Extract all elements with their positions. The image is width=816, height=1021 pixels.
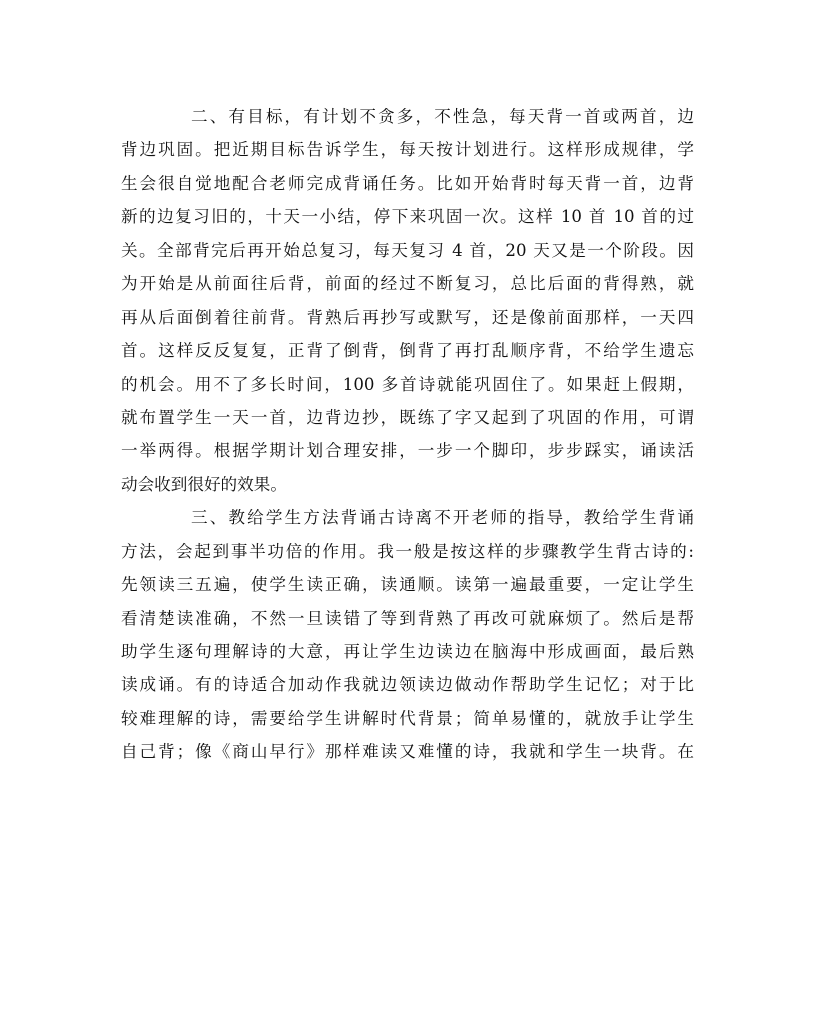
- text-line: 新的边复习旧的，十天一小结，停下来巩固一次。这样 10 首 10 首的过: [121, 207, 694, 227]
- text-line: 一举两得。根据学期计划合理安排，一步一个脚印，步步踩实，诵读活: [121, 441, 694, 461]
- text-line: 读成诵。有的诗适合加动作我就边领读边做动作帮助学生记忆；对于比: [121, 675, 694, 695]
- text-line: 看清楚读准确，不然一旦读错了等到背熟了再改可就麻烦了。然后是帮: [121, 608, 694, 628]
- text-line: 较难理解的诗，需要给学生讲解时代背景；简单易懂的，就放手让学生: [121, 708, 694, 728]
- text-line: 二、有目标，有计划不贪多，不性急，每天背一首或两首，边: [191, 107, 694, 126]
- paragraph-teaching-method: [121, 501, 694, 769]
- text-line: 为开始是从前面往后背，前面的经过不断复习，总比后面的背得熟，就: [121, 274, 694, 294]
- text-line: 自己背；像《商山早行》那样难读又难懂的诗，我就和学生一块背。在: [121, 742, 694, 762]
- paragraph-goal-plan: [121, 100, 694, 501]
- text-line: 就布置学生一天一首，边背边抄，既练了字又起到了巩固的作用，可谓: [121, 407, 694, 427]
- text-line: 三、教给学生方法背诵古诗离不开老师的指导，教给学生背诵: [191, 508, 694, 528]
- body-text: [121, 100, 694, 769]
- text-line: 关。全部背完后再开始总复习，每天复习 4 首，20 天又是一个阶段。因: [121, 240, 694, 260]
- text-line: 背边巩固。把近期目标告诉学生，每天按计划进行。这样形成规律，学: [121, 140, 694, 160]
- text-line: 再从后面倒着往前背。背熟后再抄写或默写，还是像前面那样，一天四: [121, 307, 694, 327]
- text-line: 的机会。用不了多长时间，100 多首诗就能巩固住了。如果赶上假期，: [121, 374, 694, 394]
- text-line: 首。这样反反复复，正背了倒背，倒背了再打乱顺序背，不给学生遗忘: [121, 341, 694, 361]
- text-line: 助学生逐句理解诗的大意，再让学生边读边在脑海中形成画面，最后熟: [121, 642, 694, 661]
- text-line: 方法，会起到事半功倍的作用。我一般是按这样的步骤教学生背古诗的:: [121, 541, 694, 561]
- text-line: 生会很自觉地配合老师完成背诵任务。比如开始背时每天背一首，边背: [121, 173, 694, 193]
- text-line: 动会收到很好的效果。: [121, 474, 287, 494]
- text-line: 先领读三五遍，使学生读正确，读通顺。读第一遍最重要，一定让学生: [121, 575, 694, 595]
